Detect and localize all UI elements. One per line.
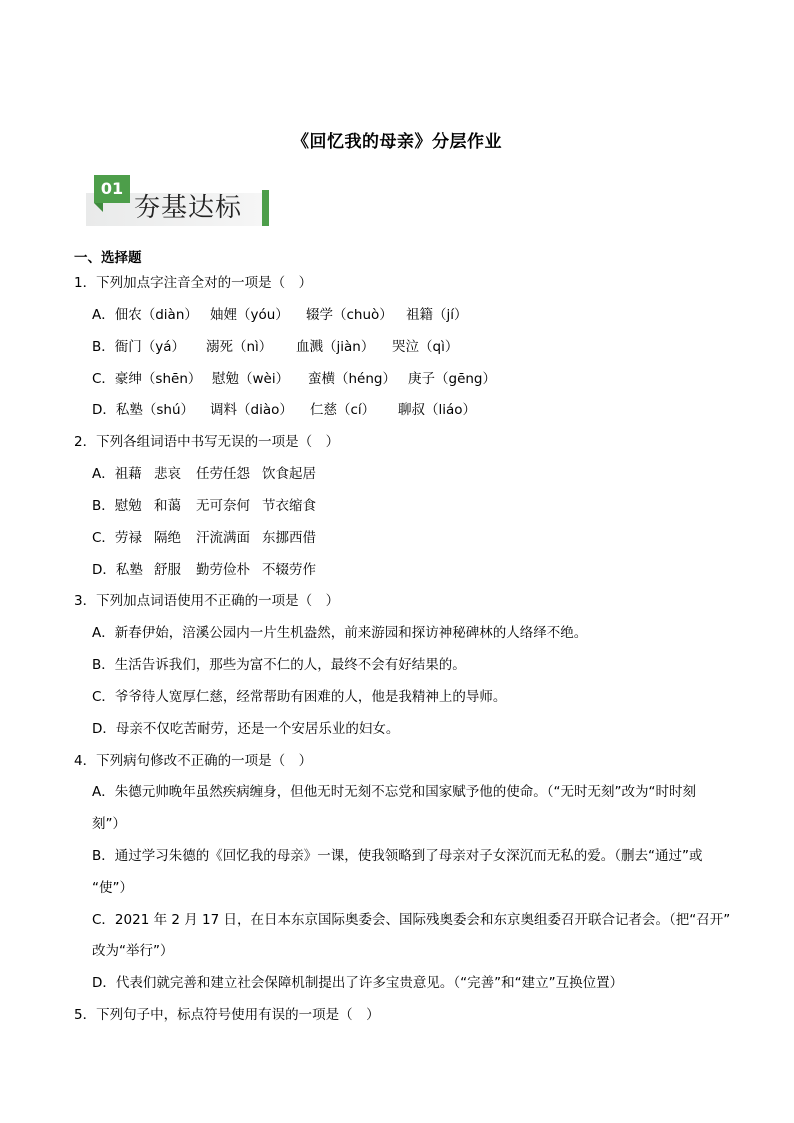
q2-b-1: B．慰勉 [92,498,142,514]
q4-option-b-line1: B．通过学习朱德的《回忆我的母亲》一课，使我领略到了母亲对子女深沉而无私的爱。（删去“通过”或 [92,848,703,864]
question-2-stem: 2．下列各组词语中书写无误的一项是（ ） [74,434,340,450]
q1-b-1: B．衙门（yá） [92,339,186,355]
badge-tail-icon [94,203,103,212]
q4-option-a-line2: 刻”） [92,816,126,832]
q2-a-2: 悲哀 [154,466,181,482]
q1-a-1: A．佃农（diàn） [92,307,198,323]
q4-option-c-line1: C．2021 年 2 月 17 日，在日本东京国际奥委会、国际残奥委会和东京奥组委召开联合记者会。（把“召开” [92,912,731,928]
q4-option-d: D．代表们就完善和建立社会保障机制提出了许多宝贵意见。（“完善”和“建立”互换位置） [92,975,624,991]
badge-text: 夯基达标 [134,193,243,223]
q3-option-b: B．生活告诉我们，那些为富不仁的人，最终不会有好结果的。 [92,657,466,673]
q3-option-c: C．爷爷待人宽厚仁慈，经常帮助有困难的人，他是我精神上的导师。 [92,689,507,705]
q2-d-1: D．私塾 [92,562,143,578]
q1-c-3: 蛮横（héng） [308,371,396,387]
q2-a-1: A．祖藉 [92,466,142,482]
section-heading: 一、选择题 [74,250,142,266]
section-badge [86,173,272,229]
q2-d-3: 勤劳俭朴 [196,562,250,578]
q1-d-2: 调料（diào） [210,402,293,418]
q1-c-2: 慰勉（wèi） [212,371,290,387]
question-1-stem: 1．下列加点字注音全对的一项是（ ） [74,275,313,291]
q2-c-4: 东挪西借 [262,530,316,546]
question-5-stem: 5．下列句子中，标点符号使用有误的一项是（ ） [74,1007,380,1023]
q2-b-3: 无可奈何 [196,498,250,514]
q1-b-4: 哭泣（qì） [392,339,459,355]
q1-c-4: 庚子（gēng） [408,371,497,387]
q1-b-2: 溺死（nì） [206,339,273,355]
q4-option-b-line2: “使”） [92,880,133,896]
q2-c-2: 隔绝 [154,530,181,546]
q3-option-d: D．母亲不仅吃苦耐劳，还是一个安居乐业的妇女。 [92,721,400,737]
q3-option-a: A．新春伊始，涪溪公园内一片生机盎然，前来游园和探访神秘碑林的人络绎不绝。 [92,625,588,641]
page-title: 《回忆我的母亲》分层作业 [292,132,502,152]
badge-accent-bar [262,190,269,226]
q1-d-3: 仁慈（cí） [310,402,376,418]
q2-b-2: 和蔼 [154,498,181,514]
q2-c-3: 汗流满面 [196,530,250,546]
q2-a-4: 饮食起居 [262,466,316,482]
q1-a-4: 祖籍（jí） [406,307,468,323]
q2-c-1: C．劳禄 [92,530,142,546]
q2-d-2: 舒服 [154,562,181,578]
q1-c-1: C．豪绅（shēn） [92,371,202,387]
badge-number: 01 [94,175,130,203]
question-3-stem: 3．下列加点词语使用不正确的一项是（ ） [74,593,340,609]
q1-d-1: D．私塾（shú） [92,402,195,418]
q1-b-3: 血溅（jiàn） [296,339,375,355]
q1-a-3: 辍学（chuò） [306,307,393,323]
q1-d-4: 聊叔（liáo） [398,402,477,418]
q4-option-c-line2: 改为“举行”） [92,943,174,959]
q2-d-4: 不辍劳作 [262,562,316,578]
q1-a-2: 妯娌（yóu） [210,307,289,323]
q2-a-3: 任劳任怨 [196,466,250,482]
q4-option-a-line1: A．朱德元帅晚年虽然疾病缠身，但他无时无刻不忘党和国家赋予他的使命。（“无时无刻”改为“时时刻 [92,784,696,800]
question-4-stem: 4．下列病句修改不正确的一项是（ ） [74,753,313,769]
q2-b-4: 节衣缩食 [262,498,316,514]
